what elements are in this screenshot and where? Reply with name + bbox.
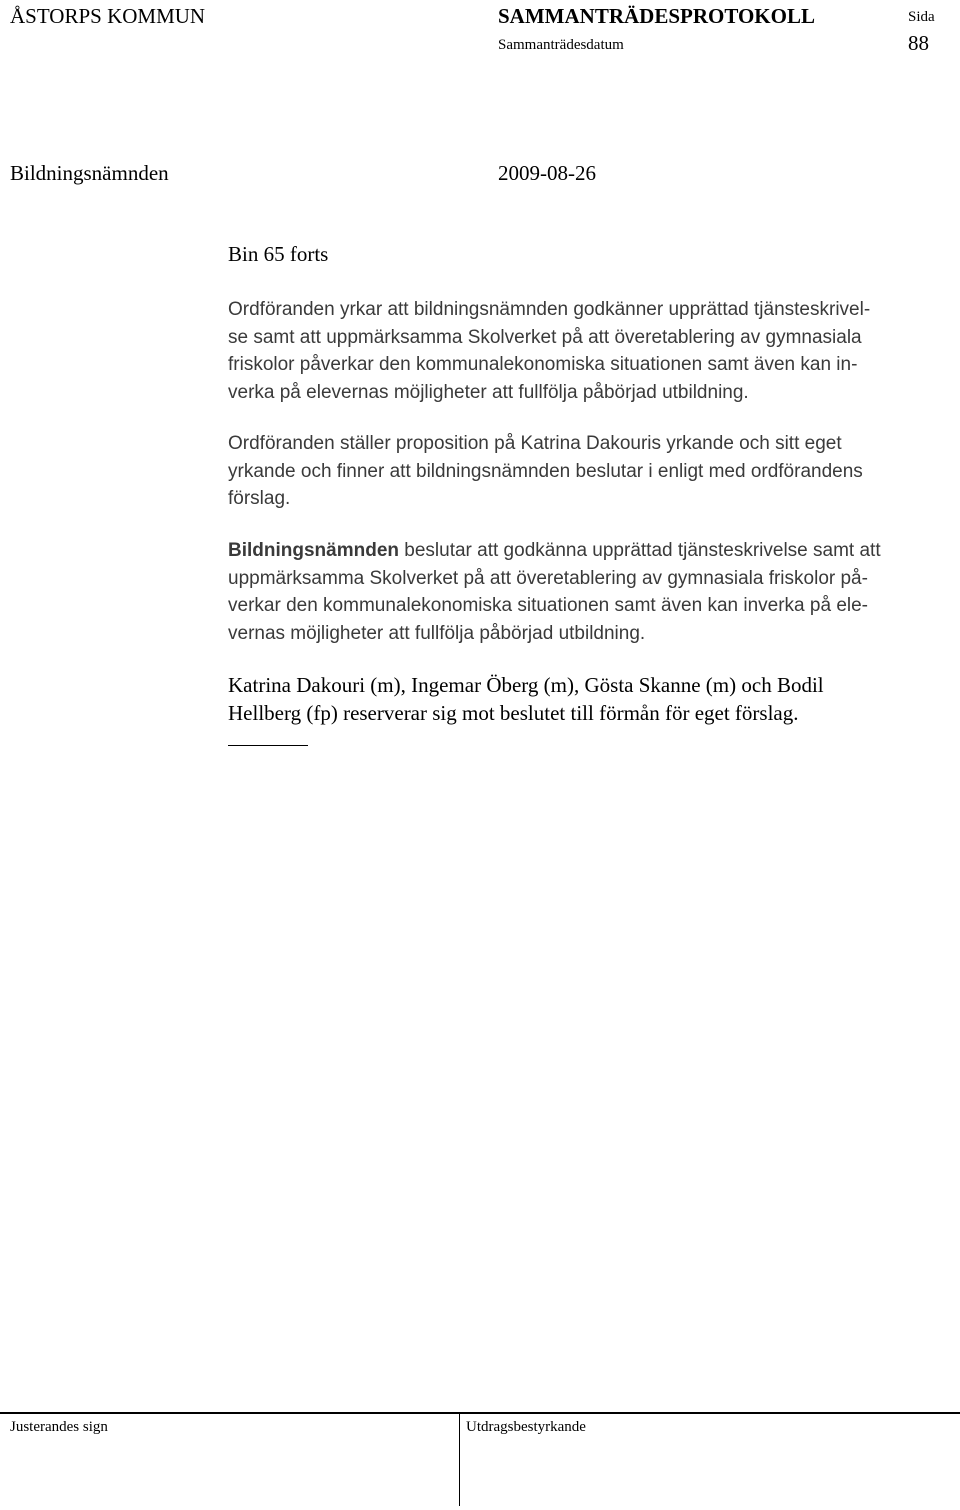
paragraph-line: vernas möjligheter att fullfölja påbörjad utbildning. xyxy=(228,622,646,644)
paragraph-line: yrkande och finner att bildningsnämnden beslutar i enligt med ordförandens xyxy=(228,460,863,482)
paragraph-line: Hellberg (fp) reserverar sig mot beslutet till förmån för eget förslag. xyxy=(228,700,799,725)
paragraph-line: Ordföranden yrkar att bildningsnämnden godkänner upprättad tjänsteskrivel- xyxy=(228,299,871,320)
municipality-name: ÅSTORPS KOMMUN xyxy=(10,4,206,28)
paragraph-line: se samt att uppmärksamma Skolverket på att överetablering av gymnasiala xyxy=(228,326,862,348)
paragraph-line: Ordföranden ställer proposition på Katrina Dakouris yrkande och sitt eget xyxy=(228,433,842,454)
paragraph-line: friskolor påverkar den kommunalekonomiska situationen samt även kan in- xyxy=(228,354,858,375)
signature-label: Justerandes sign xyxy=(10,1419,108,1435)
decision-first-line: beslutar att godkänna upprättad tjänsteskrivelse samt att xyxy=(399,540,881,561)
committee-name: Bildningsnämnden xyxy=(10,161,169,185)
document-type: SAMMANTRÄDESPROTOKOLL xyxy=(498,4,815,28)
paragraph-proposition xyxy=(228,430,944,513)
paragraph-reservation xyxy=(228,672,944,727)
paragraph-decision xyxy=(228,537,944,647)
section-heading: Bin 65 forts xyxy=(228,242,329,266)
footer-rule xyxy=(0,1412,960,1414)
paragraph-line: Katrina Dakouri (m), Ingemar Öberg (m), Gösta Skanne (m) och Bodil xyxy=(228,673,824,697)
paragraph-line: uppmärksamma Skolverket på att överetablering av gymnasiala friskolor på- xyxy=(228,567,868,589)
extract-certification-label: Utdragsbestyrkande xyxy=(466,1419,586,1435)
paragraph-line: förslag. xyxy=(228,488,291,509)
section-end-rule xyxy=(228,745,308,746)
paragraph-line: verkar den kommunalekonomiska situationen samt även kan inverka på ele- xyxy=(228,595,868,616)
paragraph-line xyxy=(228,537,944,565)
page-number: 88 xyxy=(908,31,929,55)
page-label: Sida xyxy=(908,9,935,25)
meeting-date: 2009-08-26 xyxy=(498,161,596,185)
paragraph-line: verka på elevernas möjligheter att fullfölja påbörjad utbildning. xyxy=(228,381,749,403)
meeting-date-label: Sammanträdesdatum xyxy=(498,37,624,53)
footer-divider xyxy=(459,1412,460,1506)
paragraph-motion xyxy=(228,296,944,406)
decision-lead: Bildningsnämnden xyxy=(228,540,399,561)
